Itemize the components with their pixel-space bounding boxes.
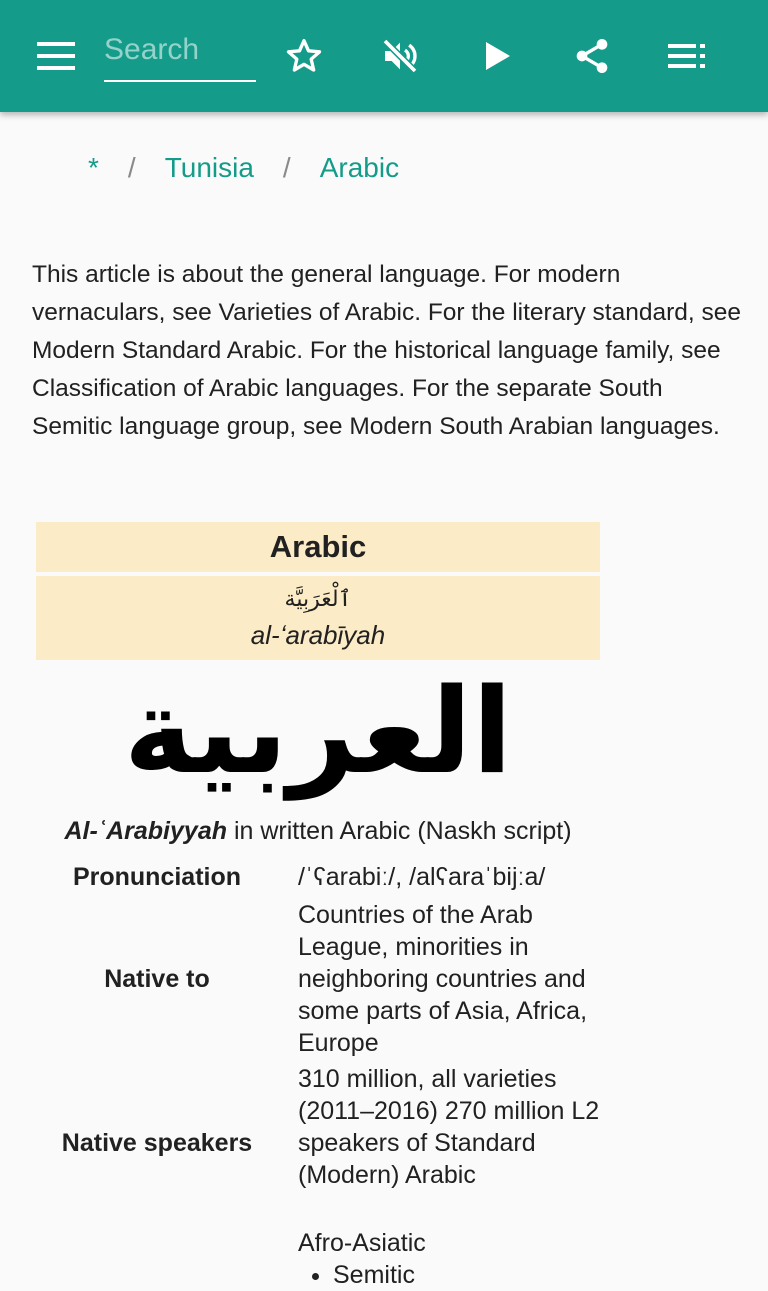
play-icon[interactable]: [470, 28, 526, 84]
family-sub-item[interactable]: • Semitic: [333, 1259, 600, 1291]
row-label: [36, 1227, 278, 1280]
breadcrumb: [88, 148, 399, 188]
mute-icon[interactable]: [372, 28, 428, 84]
row-value: Countries of the Arab League, minorities in neighboring countries and some parts of Asia, Africa, Europe: [298, 901, 588, 1057]
article-intro: This article is about the general language. For modern vernaculars, see Varieties of Arabic. For the literary standard, see Modern Standard Arabic. For the historical language family, see Classification of Arabic languages. For the separate South Semitic language group, see Modern South Arabian languages.: [32, 261, 742, 440]
native-name-transliteration: al-ʻarabīyah: [250, 620, 386, 650]
infobox-native-name: [36, 576, 600, 660]
family-value: Afro-Asiatic: [298, 1229, 426, 1257]
infobox: [36, 522, 600, 660]
breadcrumb-separator: /: [282, 152, 291, 183]
family-list: [298, 1259, 600, 1291]
menu-icon[interactable]: [28, 28, 84, 84]
row-value: /ˈʕarabiː/, /alʕaraˈbijːa/: [298, 863, 546, 891]
breadcrumb-root[interactable]: *: [88, 152, 99, 183]
breadcrumb-item-arabic[interactable]: Arabic: [319, 152, 400, 183]
star-icon[interactable]: [276, 28, 332, 84]
share-icon[interactable]: [564, 28, 620, 84]
row-value: [278, 1227, 600, 1289]
arabic-script-image-text: العربية: [123, 662, 513, 800]
app-bar: [0, 0, 768, 112]
caption-text: in written Arabic (Naskh script): [227, 817, 572, 845]
row-label: Native speakers: [61, 1128, 253, 1157]
breadcrumb-separator: /: [127, 152, 136, 183]
image-caption: [36, 814, 600, 848]
playlist-icon[interactable]: [660, 28, 716, 84]
breadcrumb-item-tunisia[interactable]: Tunisia: [164, 152, 254, 183]
infobox-title: Arabic: [36, 522, 600, 572]
row-label: Native to: [104, 964, 210, 993]
info-row-native-speakers: [36, 1063, 600, 1223]
search-field[interactable]: [104, 24, 256, 82]
info-row-pronunciation: [36, 858, 600, 896]
arabic-script-image: [36, 660, 600, 806]
info-row-family: [36, 1227, 600, 1289]
native-name-arabic: ٱلْعَرَبِيَّة: [284, 587, 352, 612]
row-value: 310 million, all varieties (2011–2016) 270 million L2 speakers of Standard (Modern) Arabic: [298, 1065, 600, 1189]
info-row-native-to: [36, 899, 600, 1059]
search-input[interactable]: [104, 24, 256, 76]
caption-bold: Al-ʿArabiyyah: [64, 817, 227, 845]
row-label: Pronunciation: [72, 862, 242, 891]
